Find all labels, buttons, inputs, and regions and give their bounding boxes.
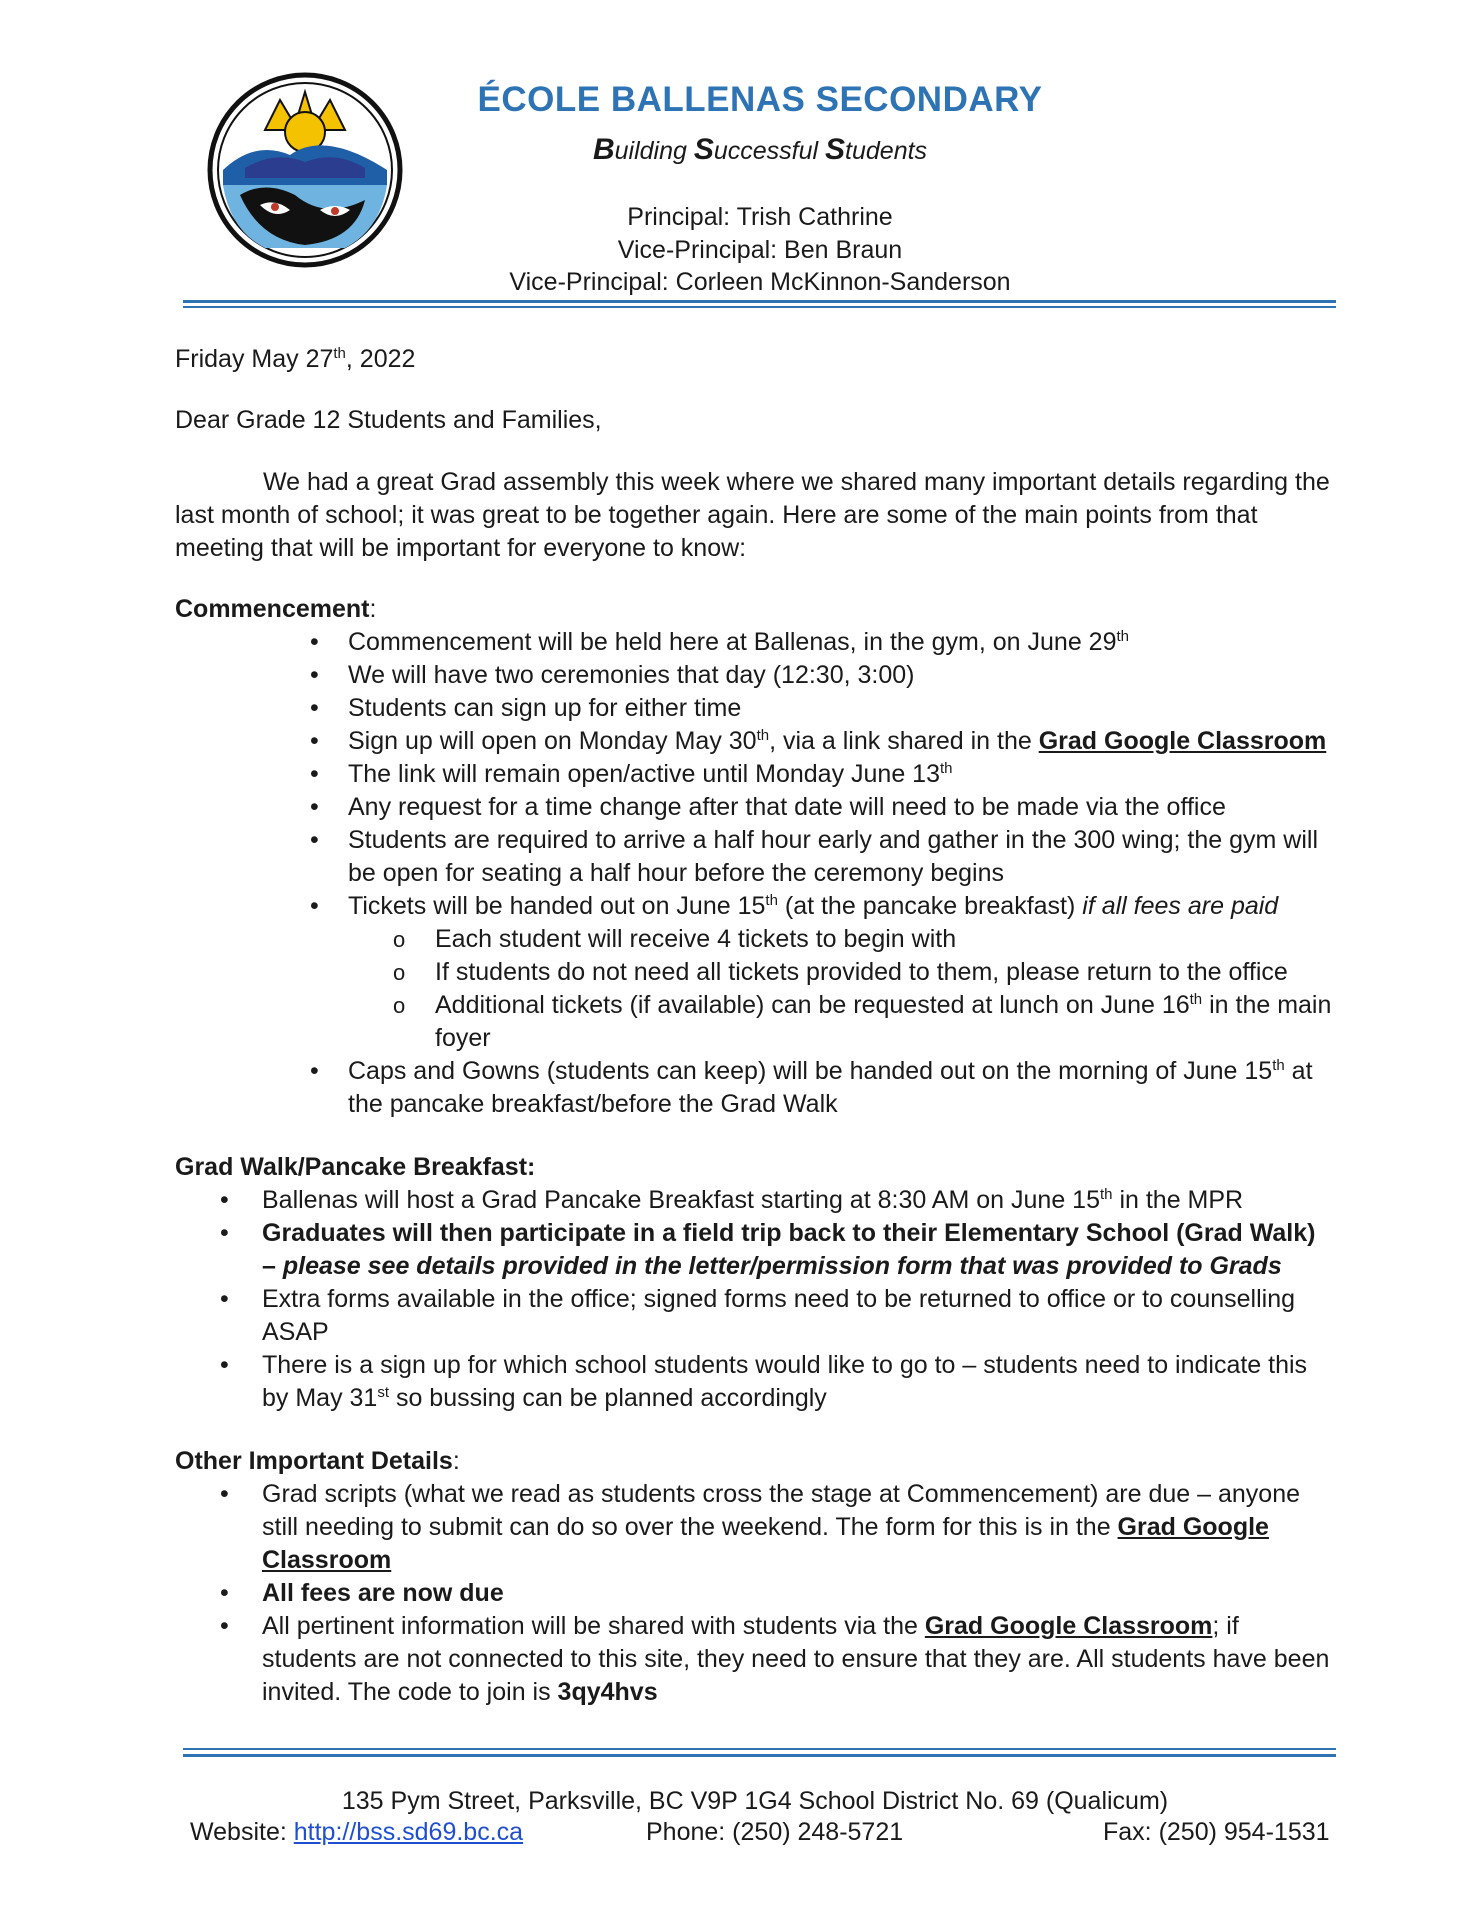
header-rule: [183, 306, 1336, 308]
ticket-sublist: [348, 923, 1335, 1055]
grad-walk-list: [175, 1184, 1335, 1415]
list-item: • Graduates will then participate in a field trip back to their Elementary School (Grad Walk) – please see details provided in the letter/permission form that was provided to Grads: [175, 1217, 1335, 1283]
footer-rule: [183, 1748, 1336, 1750]
other-details-list: [175, 1478, 1335, 1709]
list-item: • All pertinent information will be shared with students via the Grad Google Classroom; if students are not connected to this site, they need to ensure that they are. All students have been invited. The code to join is 3qy4hvs: [175, 1610, 1335, 1709]
list-item: • The link will remain open/active until Monday June 13th: [175, 758, 1335, 791]
website-link[interactable]: http://bss.sd69.bc.ca: [293, 1818, 524, 1846]
principal-line: Principal: Trish Cathrine: [627, 203, 893, 231]
school-crest-logo: [205, 70, 405, 270]
join-code: 3qy4hvs: [557, 1678, 658, 1706]
sub-list-item: o Each student will receive 4 tickets to begin with: [348, 923, 1335, 956]
list-item: • We will have two ceremonies that day (12:30, 3:00): [175, 659, 1335, 692]
vice-principal-line: Vice-Principal: Corleen McKinnon-Sanderson: [509, 268, 1011, 296]
footer-rule: [183, 1754, 1336, 1757]
list-item: • All fees are now due: [175, 1577, 1335, 1610]
grad-classroom-link[interactable]: Grad Google Classroom: [1038, 727, 1327, 755]
school-motto: Building Successful Students: [592, 133, 928, 166]
school-name: ÉCOLE BALLENAS SECONDARY: [477, 80, 1043, 119]
sub-list-item: o If students do not need all tickets provided to them, please return to the office: [348, 956, 1335, 989]
greeting: Dear Grade 12 Students and Families,: [175, 406, 602, 434]
letter-date: Friday May 27th, 2022: [175, 345, 416, 373]
section-heading: Grad Walk/Pancake Breakfast:: [175, 1153, 536, 1181]
list-item: • Caps and Gowns (students can keep) will be handed out on the morning of June 15th at the pancake breakfast/before the Grad Walk: [175, 1055, 1335, 1121]
list-item: • Ballenas will host a Grad Pancake Breakfast starting at 8:30 AM on June 15th in the MPR: [175, 1184, 1335, 1217]
intro-paragraph: We had a great Grad assembly this week where we shared many important details regarding the last month of school; it was great to be together again. Here are some of the main points from that meeting that will be important for everyone to know:: [175, 468, 1330, 562]
list-item: • Tickets will be handed out on June 15th (at the pancake breakfast) if all fees are paid o Each student will receive 4 tickets to begin with o If students do not need all tickets provided to them, please return to the office o Additional tickets (if available) can be requested at lunch on June 16th in the main foyer: [175, 890, 1335, 1055]
sub-list-item: o Additional tickets (if available) can be requested at lunch on June 16th in the main foyer: [348, 989, 1335, 1055]
list-item: • Students can sign up for either time: [175, 692, 1335, 725]
grad-classroom-link[interactable]: Grad Google Classroom: [262, 1513, 1269, 1574]
list-item: • Commencement will be held here at Ballenas, in the gym, on June 29th: [175, 626, 1335, 659]
letter-body: [175, 343, 1335, 1739]
footer-address: 135 Pym Street, Parksville, BC V9P 1G4 School District No. 69 (Qualicum): [341, 1787, 1169, 1815]
footer-phone: Phone: (250) 248-5721: [646, 1818, 904, 1846]
list-item: • Any request for a time change after that date will need to be made via the office: [175, 791, 1335, 824]
section-heading: Commencement:: [175, 595, 377, 623]
list-item: • Grad scripts (what we read as students cross the stage at Commencement) are due – anyone still needing to submit can do so over the weekend. The form for this is in the Grad Google Classroom: [175, 1478, 1335, 1577]
header-rule: [183, 300, 1336, 303]
commencement-list: [175, 626, 1335, 1121]
section-heading: Other Important Details:: [175, 1447, 460, 1475]
list-item: • Extra forms available in the office; signed forms need to be returned to office or to counselling ASAP: [175, 1283, 1335, 1349]
list-item: • Sign up will open on Monday May 30th, via a link shared in the Grad Google Classroom: [175, 725, 1335, 758]
vice-principal-line: Vice-Principal: Ben Braun: [617, 236, 903, 264]
grad-classroom-link[interactable]: Grad Google Classroom: [924, 1612, 1213, 1640]
list-item: • Students are required to arrive a half hour early and gather in the 300 wing; the gym will be open for seating a half hour before the ceremony begins: [175, 824, 1335, 890]
footer-fax: Fax: (250) 954-1531: [1103, 1818, 1330, 1846]
list-item: • There is a sign up for which school students would like to go to – students need to indicate this by May 31st so bussing can be planned accordingly: [175, 1349, 1335, 1415]
footer-website: Website: http://bss.sd69.bc.ca: [190, 1818, 524, 1846]
